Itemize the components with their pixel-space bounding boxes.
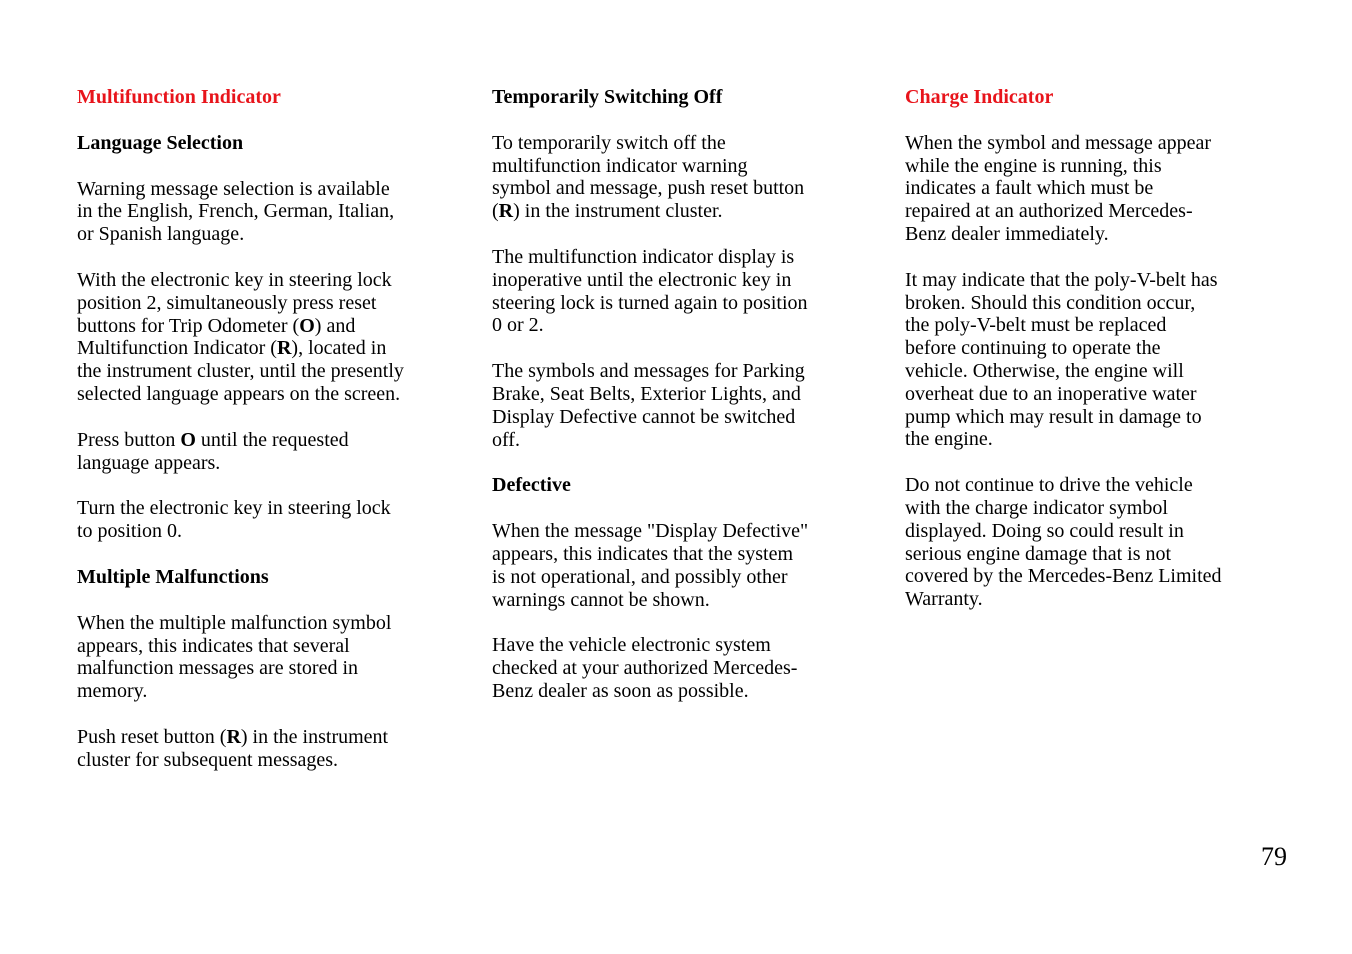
paragraph-language-procedure [77,269,457,406]
text-fragment: Press button [77,428,181,451]
text-line: language appears. [77,451,221,474]
section-heading-multifunction-indicator: Multifunction Indicator [77,86,281,108]
text-line: symbol and message, push reset button [492,177,805,200]
text-line [77,726,457,749]
text-line: warnings cannot be shown. [492,588,710,611]
column-1 [77,86,457,795]
paragraph-display-defective [492,520,862,611]
text-line: Warning message selection is available [77,177,390,200]
button-letter-r: R [276,337,292,360]
text-fragment: ) in the instrument cluster. [513,200,723,223]
text-line: steering lock is turned again to position [492,291,808,314]
text-line: covered by the Mercedes-Benz Limited [905,565,1222,588]
text-line: off. [492,428,520,451]
text-line: The symbols and messages for Parking [492,360,805,383]
text-fragment: Push reset button ( [77,725,227,748]
text-line [77,337,457,360]
text-line: With the electronic key in steering lock [77,268,392,291]
text-line: memory. [77,680,148,703]
text-line: in the English, French, German, Italian, [77,200,395,223]
paragraph-poly-v-belt [905,269,1275,451]
text-line: The multifunction indicator display is [492,245,795,268]
text-line: Benz dealer as soon as possible. [492,679,749,702]
text-line: broken. Should this condition occur, [905,291,1196,314]
page-number: 79 [1261,842,1287,871]
text-fragment: until the requested [195,428,349,451]
paragraph-cannot-be-switched-off [492,360,862,451]
paragraph-push-reset-button [77,726,457,772]
text-line: the poly-V-belt must be replaced [905,314,1167,337]
text-line: Display Defective cannot be switched [492,405,796,428]
text-line [77,429,457,452]
text-line: When the message "Display Defective" [492,520,809,543]
paragraph-press-button-o [77,429,457,475]
button-letter-r: R [226,725,241,748]
text-fragment: Multifunction Indicator ( [77,337,277,360]
paragraph-language-availability [77,178,457,246]
text-line: To temporarily switch off the [492,131,726,154]
text-line: Do not continue to drive the vehicle [905,474,1193,497]
text-line: with the charge indicator symbol [905,496,1168,519]
text-line: the engine. [905,428,993,451]
text-line: is not operational, and possibly other [492,565,788,588]
text-line: appears, this indicates that the system [492,542,794,565]
paragraph-do-not-drive [905,474,1275,611]
button-letter-r: R [498,200,514,223]
text-line: multifunction indicator warning [492,154,748,177]
text-line: displayed. Doing so could result in [905,519,1184,542]
paragraph-have-system-checked [492,634,862,702]
text-line: indicates a fault which must be [905,177,1154,200]
text-line: cluster for subsequent messages. [77,748,339,771]
text-line: Have the vehicle electronic system [492,634,771,657]
button-letter-o: O [180,428,196,451]
text-line: Turn the electronic key in steering lock [77,497,391,520]
paragraph-turn-key [77,497,457,543]
text-fragment: ) and [314,314,356,337]
text-line: overheat due to an inoperative water [905,382,1197,405]
text-line: to position 0. [77,520,183,543]
text-line: serious engine damage that is not [905,542,1172,565]
text-fragment: ), located in [291,337,387,360]
text-line: When the multiple malfunction symbol [77,611,392,634]
text-line: When the symbol and message appear [905,131,1212,154]
subheading-defective: Defective [492,474,571,497]
text-line: while the engine is running, this [905,154,1162,177]
text-line: selected language appears on the screen. [77,382,401,405]
column-3 [905,86,1275,634]
subheading-temporarily-switching-off: Temporarily Switching Off [492,86,723,108]
text-line: Warranty. [905,588,983,611]
section-heading-charge-indicator: Charge Indicator [905,86,1054,108]
text-line [77,315,457,338]
text-line: vehicle. Otherwise, the engine will [905,359,1184,382]
text-line: 0 or 2. [492,314,544,337]
paragraph-charge-fault [905,132,1275,246]
text-line: Benz dealer immediately. [905,222,1109,245]
text-line: Brake, Seat Belts, Exterior Lights, and [492,382,801,405]
text-line: the instrument cluster, until the presently [77,360,404,383]
text-line: pump which may result in damage to [905,405,1202,428]
paragraph-multiple-malfunction-symbol [77,612,457,703]
paragraph-display-inoperative [492,246,862,337]
text-line: appears, this indicates that several [77,634,350,657]
text-line: or Spanish language. [77,223,245,246]
text-fragment: buttons for Trip Odometer ( [77,314,300,337]
column-2 [492,86,862,726]
text-fragment: ( [492,200,499,223]
button-letter-o: O [299,314,315,337]
text-line: inoperative until the electronic key in [492,268,792,291]
text-line: malfunction messages are stored in [77,657,359,680]
paragraph-temporarily-switch-off [492,132,862,223]
subheading-language-selection: Language Selection [77,131,244,154]
text-fragment: ) in the instrument [240,725,389,748]
text-line: repaired at an authorized Mercedes- [905,200,1193,223]
text-line: position 2, simultaneously press reset [77,291,377,314]
text-line [492,200,862,223]
text-line: checked at your authorized Mercedes- [492,657,798,680]
subheading-multiple-malfunctions: Multiple Malfunctions [77,565,269,588]
text-line: It may indicate that the poly-V-belt has [905,268,1218,291]
text-line: before continuing to operate the [905,337,1161,360]
